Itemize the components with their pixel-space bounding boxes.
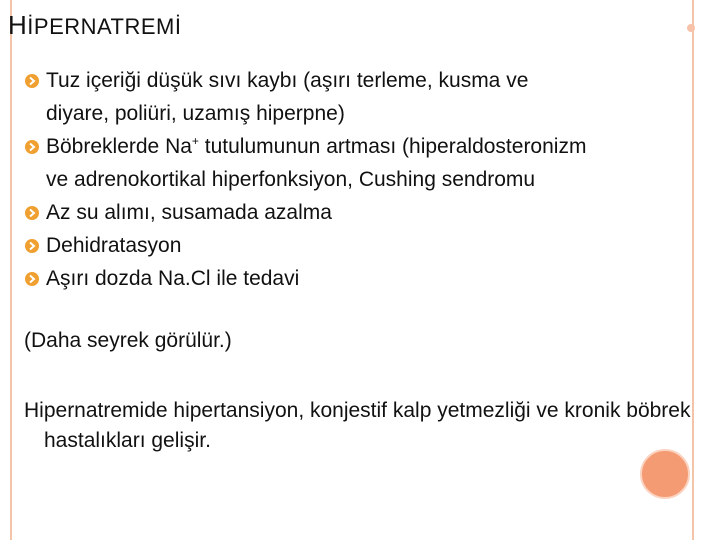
bullet-text-line1: Az su alımı, susamada azalma [46, 201, 332, 224]
bullet-item [24, 229, 714, 262]
note-rare: (Daha seyrek görülür.) [24, 329, 232, 352]
bullet-text-line1: Aşırı dozda Na.Cl ile tedavi [46, 267, 300, 290]
bullet-text-line1: Dehidratasyon [46, 234, 182, 257]
decorative-orange-circle [640, 449, 690, 499]
bullet-item [24, 196, 714, 229]
bullet-text-line1 [46, 130, 714, 163]
decorative-dot [687, 24, 695, 32]
title-rest: İPERNATREMİ [27, 14, 182, 39]
bullet-text-line2: ve adrenokortikal hiperfonksiyon, Cushing sendromu [46, 168, 536, 191]
superscript-plus: + [191, 134, 199, 148]
bullet-item [24, 262, 714, 295]
note-complications: Hipernatremide hipertansiyon, konjestif kalp yetmezliği ve kronik böbrek hastalıkları gelişir. [24, 399, 691, 452]
bullet-chevron-icon [24, 205, 40, 221]
bullet-chevron-icon [24, 271, 40, 287]
bullet-text-line1: Tuz içeriği düşük sıvı kaybı (aşırı terleme, kusma ve [46, 69, 529, 92]
title-first-letter: H [8, 10, 28, 40]
slide-title [8, 10, 182, 41]
bullet-chevron-icon [24, 73, 40, 89]
bullet-item [24, 130, 714, 196]
bullet-text-post: tutulumunun artması (hiperaldosteronizm [198, 135, 587, 158]
bullet-chevron-icon [24, 238, 40, 254]
bullet-list [24, 64, 714, 295]
bullet-text-pre: Böbreklerde Na [46, 135, 192, 158]
slide-border-left [10, 0, 12, 540]
bullet-item [24, 64, 714, 130]
bullet-chevron-icon [24, 139, 40, 155]
bullet-text-line2: diyare, poliüri, uzamış hiperpne) [46, 102, 345, 125]
